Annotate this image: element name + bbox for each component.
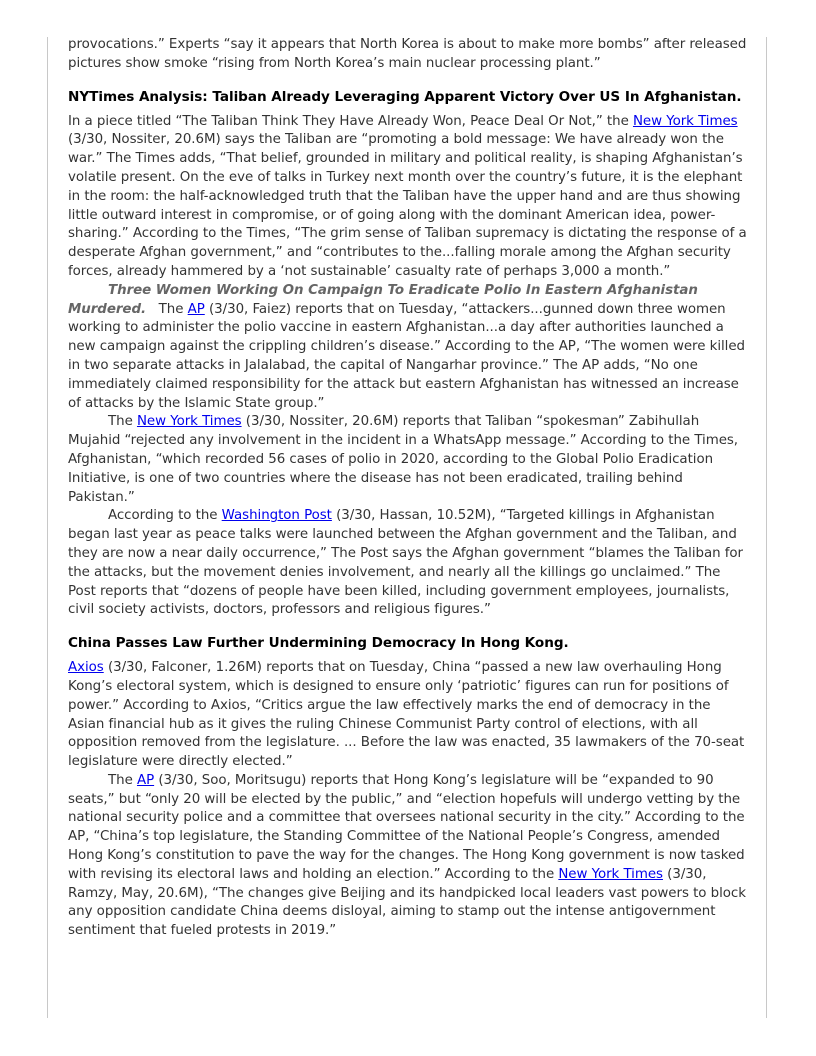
paragraph-hk-ap: The AP (3/30, Soo, Moritsugu) reports that Hong Kong’s legislature will be “expanded to 90 seats,” but “only 20 will be elected by the public,” and “election hopefuls will undergo vetting by the national security police and a committee that oversees national security in the city.” According to the AP, “China’s top legislature, the Standing Committee of the National People’s Congress, amended Hong Kong’s constitution to pave the way for the changes. The Hong Kong government is now tasked with revising its electoral laws and holding an election.” According to the New York Times (3/30, Ramzy, May, 20.6M), “The changes give Beijing and its handpicked local leaders vast powers to block any opposition candidate China deems disloyal, aiming to stamp out the intense antigovernment sentiment that fueled protests in 2019.”	[68, 772, 746, 939]
link-ap[interactable]: AP	[187, 301, 205, 317]
section-heading-hong-kong: China Passes Law Further Undermining Democracy In Hong Kong.	[68, 635, 569, 652]
continuation-paragraph: provocations.” Experts “say it appears that North Korea is about to make more bombs” after released pictures show smoke “rising from North Korea’s main nuclear processing plant.”	[68, 37, 747, 71]
document-body	[68, 36, 748, 941]
paragraph-hk-axios: Axios (3/30, Falconer, 1.26M) reports that on Tuesday, China “passed a new law overhauling Hong Kong’s electoral system, which is designed to ensure only ‘patriotic’ figures can run for positions of power.” According to Axios, “Critics argue the law effectively marks the end of democracy in the Asian financial hub as it gives the ruling Chinese Communist Party control of elections, with all opposition removed from the legislature. ... Before the law was enacted, 35 lawmakers of the 70-seat legislature were directly elected.”	[68, 660, 745, 770]
paragraph-polio-ap: Three Women Working On Campaign To Eradicate Polio In Eastern Afghanistan Murdered. The AP (3/30, Faiez) reports that on Tuesday, “attackers...gunned down three women working to administer the polio vaccine in eastern Afghanistan...a day after authorities launched a new campaign against the crippling children’s disease.” According to the AP, “The women were killed in two separate attacks in Jalalabad, the capital of Nangarhar province.” The AP adds, “No one immediately claimed responsibility for the attack but eastern Afghanistan has witnessed an increase of attacks by the Islamic State group.”	[68, 282, 745, 411]
link-new-york-times[interactable]: New York Times	[136, 414, 242, 430]
subheading-polio: Three Women Working On Campaign To Eradicate Polio In Eastern Afghanistan Murdered.	[68, 282, 698, 317]
link-axios[interactable]: Axios	[68, 660, 104, 676]
link-new-york-times[interactable]: New York Times	[558, 866, 663, 882]
paragraph-polio-wapo: According to the Washington Post (3/30, Hassan, 10.52M), “Targeted killings in Afghanistan began last year as peace talks were launched between the Afghan government and the Taliban, and they are now a near daily occurrence,” The Post says the Afghan government “blames the Taliban for the attacks, but the movement denies involvement, and nearly all the killings go unclaimed.” The Post reports that “dozens of people have been killed, including government employees, journalists, civil society activists, doctors, professors and religious figures.”	[68, 508, 744, 618]
link-ap[interactable]: AP	[136, 772, 155, 788]
link-new-york-times[interactable]: New York Times	[632, 113, 738, 129]
paragraph-nyt-taliban: In a piece titled “The Taliban Think They Have Already Won, Peace Deal Or Not,” the New York Times (3/30, Nossiter, 20.6M) says the Taliban are “promoting a bold message: We have already won the war.” The Times adds, “That belief, grounded in military and political reality, is shaping Afghanistan’s volatile present. On the eve of talks in Turkey next month over the country’s future, it is the elephant in the room: the half-acknowledged truth that the Taliban have the upper hand and are thus showing little outward interest in compromise, or of going along with the dominant American idea, power-sharing.” According to the Times, “The grim sense of Taliban supremacy is dictating the response of a desperate Afghan government,” and “contributes to the...falling morale among the Afghan security forces, already hammered by a ‘not sustainable’ casualty rate of perhaps 3,000 a month.”	[68, 113, 747, 279]
section-heading-taliban: NYTimes Analysis: Taliban Already Leveraging Apparent Victory Over US In Afghanistan.	[68, 88, 742, 105]
paragraph-polio-nyt: The New York Times (3/30, Nossiter, 20.6M) reports that Taliban “spokesman” Zabihullah Mujahid “rejected any involvement in the incident in a WhatsApp message.” According to the Times, Afghanistan, “which recorded 56 cases of polio in 2020, according to the Global Polio Eradication Initiative, is one of two countries where the disease has not been eradicated, trailing behind Pakistan.”	[68, 414, 739, 505]
link-washington-post[interactable]: Washington Post	[221, 508, 332, 524]
